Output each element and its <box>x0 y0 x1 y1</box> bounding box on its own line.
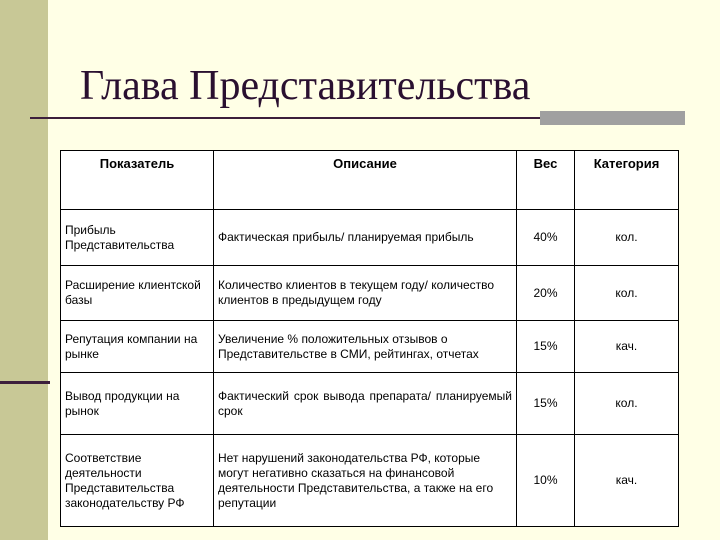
cell-description: Фактическая прибыль/ планируемая прибыль <box>214 210 517 266</box>
cell-description: Фактический срок вывода препарата/ планируемый срок <box>214 373 517 435</box>
header-description: Описание <box>214 151 517 210</box>
cell-description: Нет нарушений законодательства РФ, которые могут негативно сказаться на финансовой деятельности Представительства, а также на его репутации <box>214 435 517 527</box>
title-accent-block <box>540 111 685 125</box>
cell-indicator: Прибыль Представительства <box>61 210 214 266</box>
cell-description: Увеличение % положительных отзывов о Представительстве в СМИ, рейтингах, отчетах <box>214 321 517 373</box>
table-row <box>61 373 679 435</box>
cell-category: кач. <box>575 435 679 527</box>
table-row <box>61 435 679 527</box>
cell-indicator: Расширение клиентской базы <box>61 266 214 321</box>
cell-category: кол. <box>575 373 679 435</box>
cell-indicator: Соответствие деятельности Представительства законодательству РФ <box>61 435 214 527</box>
cell-category: кол. <box>575 266 679 321</box>
table-row <box>61 321 679 373</box>
slide-title: Глава Представительства <box>80 63 531 109</box>
cell-weight: 20% <box>517 266 575 321</box>
header-weight: Вес <box>517 151 575 210</box>
table-row <box>61 210 679 266</box>
cell-weight: 10% <box>517 435 575 527</box>
cell-category: кол. <box>575 210 679 266</box>
cell-indicator: Репутация компании на рынке <box>61 321 214 373</box>
cell-description: Количество клиентов в текущем году/ количество клиентов в предыдущем году <box>214 266 517 321</box>
side-bar-decoration <box>0 0 48 540</box>
cell-weight: 40% <box>517 210 575 266</box>
cell-category: кач. <box>575 321 679 373</box>
side-line-decoration <box>0 381 50 384</box>
table-row <box>61 266 679 321</box>
table-header-row <box>61 151 679 210</box>
kpi-table <box>60 150 679 527</box>
cell-weight: 15% <box>517 321 575 373</box>
header-category: Категория <box>575 151 679 210</box>
cell-indicator: Вывод продукции на рынок <box>61 373 214 435</box>
cell-weight: 15% <box>517 373 575 435</box>
header-indicator: Показатель <box>61 151 214 210</box>
